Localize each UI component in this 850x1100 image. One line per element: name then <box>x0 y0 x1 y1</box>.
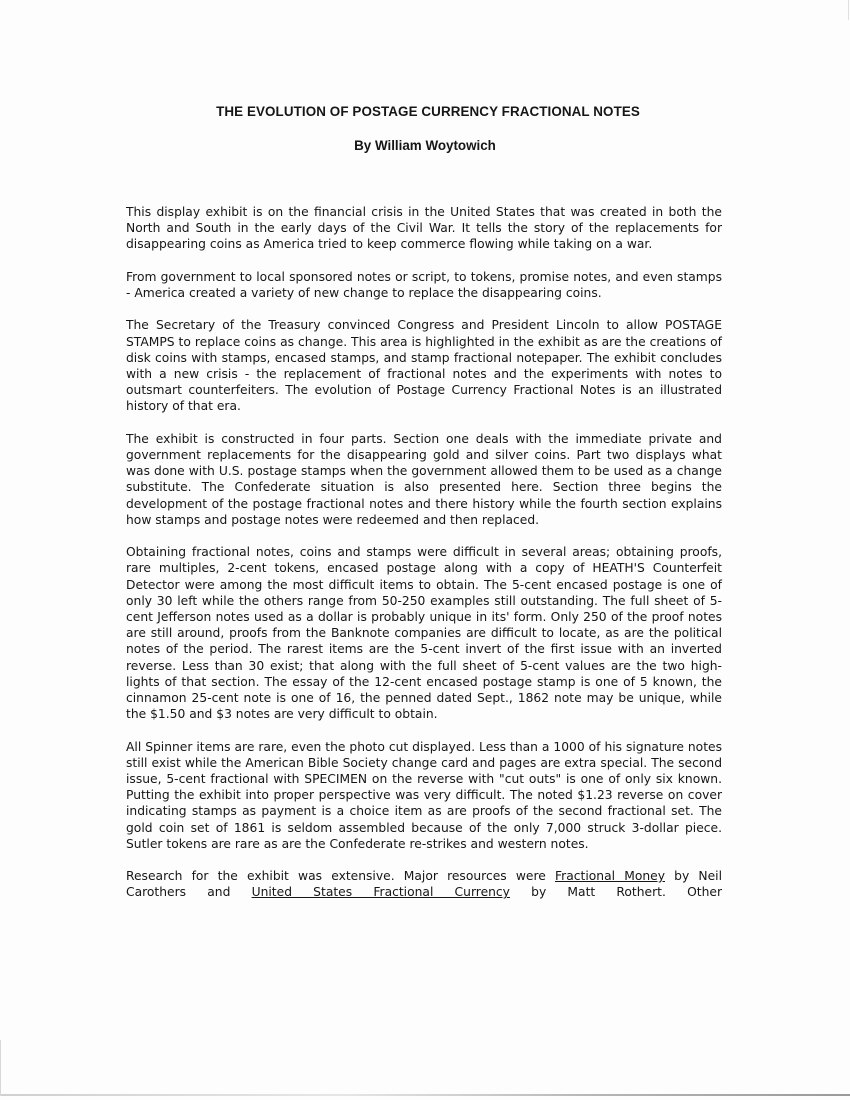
document-body <box>126 204 722 917</box>
paragraph-research <box>126 868 722 900</box>
paragraph-postage-stamps: The Secretary of the Treasury convinced Congress and President Lincoln to allow POSTAGE STAMPS to replace coins as change. This area is highlighted in the exhibit as are the creations of disk coins with stamps, encased stamps, and stamp fractional notepaper. The exhibit concludes with a new crisis - the replacement of fractional notes and the experiments with notes to outsmart counterfeiters. The evolution of Postage Currency Fractional Notes is an illustrated history of that era. <box>126 318 722 414</box>
book-title-us-fractional-currency: United States Fractional Currency <box>251 885 510 900</box>
paragraph-intro: This display exhibit is on the financial crisis in the United States that was created in both the North and South in the early days of the Civil War. It tells the story of the replacements for disappearing coins as America tried to keep commerce flowing while taking on a war. <box>126 205 722 252</box>
scan-bottom-edge <box>0 1094 850 1096</box>
scan-left-edge <box>0 1040 1 1096</box>
research-text-2: by Neil Carothers and <box>126 869 723 900</box>
author-byline: By William Woytowich <box>354 138 496 153</box>
research-text-3: by Matt Rothert. Other <box>509 885 722 900</box>
paragraph-spinner-items: All Spinner items are rare, even the photo cut displayed. Less than a 1000 of his signature notes still exist while the American Bible Society change card and pages are extra special. The second issue, 5-cent fractional with SPECIMEN on the reverse with "cut outs" is one of only six known. Putting the exhibit into proper perspective was very difficult. The noted $1.23 reverse on cover indicating stamps as payment is a choice item as are proofs of the second fractional set. The gold coin set of 1861 is seldom assembled because of the only 7,000 struck 3-dollar piece. Sutler tokens are rare as are the Confederate re-strikes and western notes. <box>126 739 722 851</box>
book-title-fractional-money: Fractional Money <box>555 869 665 884</box>
paragraph-four-parts: The exhibit is constructed in four parts. Section one deals with the immediate private and government replacements for the disappearing gold and silver coins. Part two displays what was done with U.S. postage stamps when the government allowed them to be used as a change substitute. The Confederate situation is also presented here. Section three begins the development of the postage fractional notes and there history while the fourth section explains how stamps and postage notes were redeemed and then replaced. <box>126 431 722 527</box>
paragraph-replacements: From government to local sponsored notes or script, to tokens, promise notes, and even stamps - America created a variety of new change to replace the disappearing coins. <box>126 269 722 300</box>
research-text-1: Research for the exhibit was extensive. Major resources were <box>126 869 555 884</box>
document-title: THE EVOLUTION OF POSTAGE CURRENCY FRACTIONAL NOTES <box>216 104 640 119</box>
paragraph-rare-items: Obtaining fractional notes, coins and stamps were difficult in several areas; obtaining proofs, rare multiples, 2-cent tokens, encased postage along with a copy of HEATH'S Counterfeit Detector were among the most difficult items to obtain. The 5-cent encased postage is one of only 30 left while the others range from 50-250 examples still outstanding. The full sheet of 5-cent Jefferson notes used as a dollar is probably unique in its' form. Only 250 of the proof notes are still around, proofs from the Banknote companies are difficult to locate, as are the political notes of the period. The rarest items are the 5-cent invert of the first issue with an inverted reverse. Less than 30 exist; that along with the full sheet of 5-cent values are the two high-lights of that section. The essay of the 12-cent encased postage stamp is one of 5 known, the cinnamon 25-cent note is one of 16, the penned dated Sept., 1862 note may be unique, while the $1.50 and $3 notes are very difficult to obtain. <box>126 545 722 722</box>
scan-right-edge <box>848 0 849 20</box>
